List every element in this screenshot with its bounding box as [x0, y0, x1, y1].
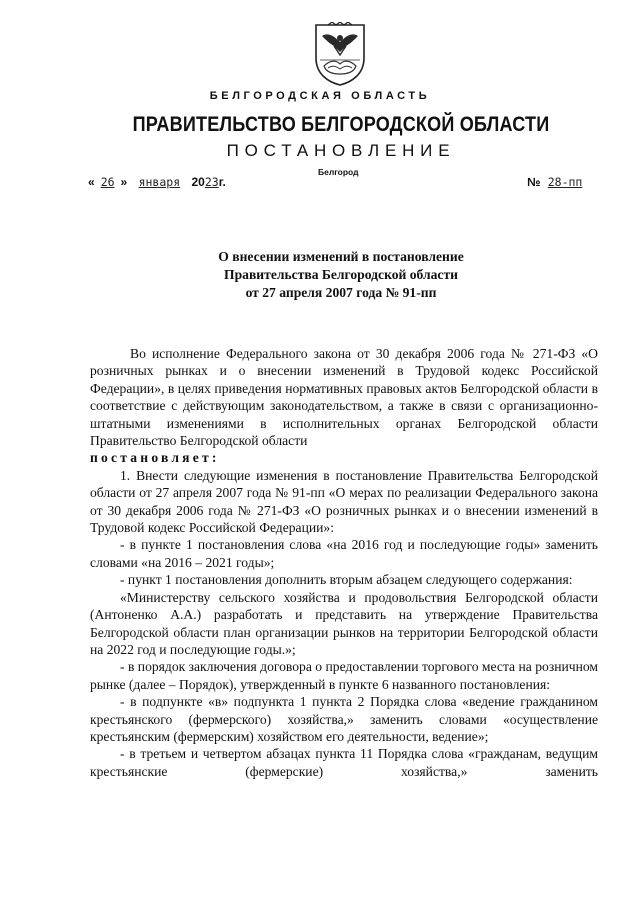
title-line-1: О внесении изменений в постановление	[218, 249, 464, 264]
paragraph-change-1: - в пункте 1 постановления слова «на 2016 год и последующие годы» заменить словами «на 2016 – 2021 годы»;	[90, 537, 598, 570]
document-type: ПОСТАНОВЛЕНИЕ	[226, 141, 456, 160]
date-year-suffix: 23	[204, 175, 219, 189]
decides-word: постановляет:	[90, 450, 220, 466]
paragraph-preamble: Во исполнение Федерального закона от 30 декабря 2006 года № 271-ФЗ «О розничных рынках и о внесении изменений в Трудовой кодекс Российской Федерации», в целях приведения нормативных правовых актов Белгородской области в соответствие с действующим законодательством, а также в связи с организационно-штатными изменениями в исполнительных органах Белгородской области Правительство Белгородской области	[90, 346, 598, 449]
number-sign: №	[527, 175, 541, 189]
date-close-quote: »	[120, 175, 128, 189]
document-body	[90, 345, 598, 780]
date-year-mark: г.	[218, 175, 226, 189]
date-year-prefix: 20	[191, 175, 205, 189]
decree-date	[88, 175, 226, 189]
paragraph-change-3: - в порядок заключения договора о предоставлении торгового места на розничном рынке (далее – Порядок), утвержденный в пункте 6 названного постановления:	[90, 659, 598, 692]
paragraph-change-2: - пункт 1 постановления дополнить вторым абзацем следующего содержания:	[120, 572, 573, 588]
date-open-quote: «	[88, 175, 95, 189]
decree-number	[527, 175, 586, 189]
title-line-3: от 27 апреля 2007 года № 91-пп	[245, 285, 437, 300]
city-name: Белгород	[318, 167, 359, 177]
document-title	[0, 248, 640, 302]
paragraph-item-1: 1. Внести следующие изменения в постановление Правительства Белгородской области от 27 апреля 2007 года № 91-пп «О мерах по реализации Федерального закона от 30 декабря 2006 года № 271-ФЗ «О розничных рынках и о внесении изменений в Трудовой кодекс Российской Федерации»:	[90, 467, 598, 536]
paragraph-change-4: - в подпункте «в» подпункта 1 пункта 2 Порядка слова «ведение гражданином крестьянского (фермерского) хозяйства,» заменить словами «осуществление крестьянским (фермерским) хозяйством его деятельности, ведение»;	[90, 694, 598, 744]
title-line-2: Правительства Белгородской области	[224, 267, 458, 282]
government-name: ПРАВИТЕЛЬСТВО БЕЛГОРОДСКОЙ ОБЛАСТИ	[132, 113, 550, 136]
date-month: января	[138, 175, 181, 189]
paragraph-quote: «Министерству сельского хозяйства и продовольствия Белгородской области (Антоненко А.А.) разработать и представить на утверждение Правительства Белгородской области план организации рынков на территории Белгородской области на 2022 год и последующие годы.»;	[90, 589, 598, 657]
coat-of-arms-icon	[312, 22, 368, 86]
region-name: БЕЛГОРОДСКАЯ ОБЛАСТЬ	[209, 90, 431, 102]
date-day: 26	[100, 175, 115, 189]
number-value: 28-пп	[547, 175, 583, 189]
paragraph-change-5: - в третьем и четвертом абзацах пункта 11 Порядка слова «гражданам, ведущим крестьянские (фермерские) хозяйства,» заменить	[90, 746, 598, 779]
